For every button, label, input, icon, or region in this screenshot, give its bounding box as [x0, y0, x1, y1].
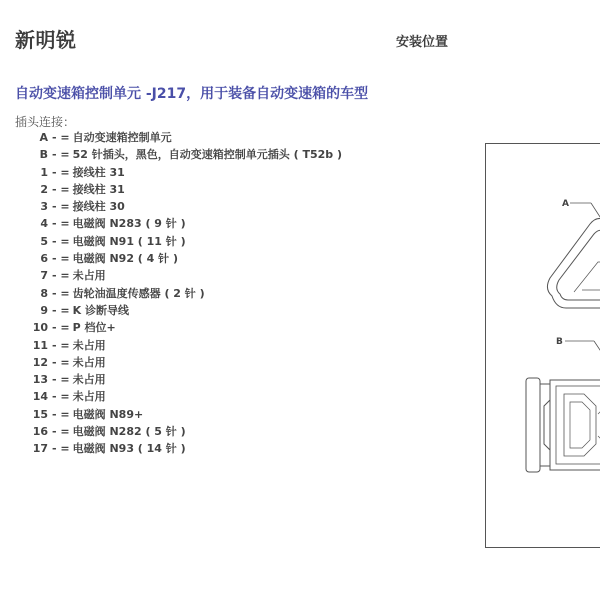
pin-separator: - =: [52, 303, 70, 317]
pin-code: 4: [40, 217, 48, 231]
pin-description: 电磁阀 N282 ( 5 针 ): [72, 425, 186, 439]
pin-code: B: [39, 148, 48, 162]
pin-row-8: [15, 285, 342, 302]
pin-code: 6: [40, 252, 48, 266]
pin-description: 未占用: [72, 373, 106, 387]
pin-row-13: [15, 371, 342, 388]
pin-code: 5: [40, 234, 48, 248]
pin-row-a: [15, 129, 342, 146]
connector-label: 插头连接：: [15, 115, 76, 129]
pin-code: 13: [32, 373, 48, 387]
installation-drawing: [486, 144, 600, 548]
pin-row-1: [15, 164, 342, 181]
callout-a-label: A: [562, 199, 569, 209]
pin-row-11: [15, 337, 342, 354]
pin-code: 7: [40, 269, 48, 283]
pin-description: 接线柱 31: [72, 182, 125, 196]
pin-separator: - =: [52, 200, 70, 214]
pin-description: 齿轮油温度传感器 ( 2 针 ): [72, 286, 205, 300]
pin-row-6: [15, 250, 342, 267]
pin-description: 未占用: [72, 338, 106, 352]
pin-description: 未占用: [72, 269, 106, 283]
pin-code: 3: [40, 200, 48, 214]
section-heading: 安装位置: [396, 35, 449, 50]
pin-separator: - =: [52, 373, 70, 387]
pin-description: 未占用: [72, 355, 106, 369]
pin-code: 8: [40, 286, 48, 300]
pin-description: 未占用: [72, 390, 106, 404]
pin-code: 17: [32, 442, 48, 456]
pin-row-12: [15, 354, 342, 371]
pin-separator: - =: [52, 425, 70, 439]
document-title: 自动变速箱控制单元 -J217，用于装备自动变速箱的车型: [15, 86, 369, 102]
pin-list: [15, 129, 342, 458]
pin-separator: - =: [52, 286, 70, 300]
pin-description: 电磁阀 N92 ( 4 针 ): [72, 252, 178, 266]
pin-separator: - =: [52, 269, 70, 283]
pin-description: 接线柱 31: [72, 165, 125, 179]
pin-separator: - =: [52, 234, 70, 248]
pin-code: A: [39, 131, 48, 144]
pin-description: 52 针插头，黑色，自动变速箱控制单元插头 ( T52b ): [72, 148, 342, 162]
callout-b-label: B: [556, 337, 563, 347]
pin-separator: - =: [52, 407, 70, 421]
pin-row-2: [15, 181, 342, 198]
pin-description: P 档位+: [72, 321, 116, 335]
pin-separator: - =: [52, 252, 70, 266]
pin-code: 2: [40, 182, 48, 196]
pin-description: 电磁阀 N283 ( 9 针 ): [72, 217, 186, 231]
installation-figure: [485, 143, 600, 548]
pin-separator: - =: [52, 442, 70, 456]
pin-row-16: [15, 423, 342, 440]
pin-row-5: [15, 233, 342, 250]
pin-row-9: [15, 302, 342, 319]
callout-a-leader-tail: [591, 203, 600, 220]
control-unit-shape: [547, 218, 600, 308]
pin-code: 12: [32, 355, 48, 369]
pin-code: 15: [32, 407, 48, 421]
pin-row-4: [15, 215, 342, 232]
pin-row-3: [15, 198, 342, 215]
pin-separator: - =: [52, 217, 70, 231]
pin-separator: - =: [52, 182, 70, 196]
pin-description: K 诊断导线: [72, 303, 129, 317]
pin-separator: - =: [52, 131, 70, 144]
pin-code: 11: [32, 338, 48, 352]
pin-separator: - =: [52, 355, 70, 369]
pin-description: 接线柱 30: [72, 200, 125, 214]
pin-row-10: [15, 319, 342, 336]
pin-separator: - =: [52, 390, 70, 404]
pin-description: 电磁阀 N91 ( 11 针 ): [72, 234, 186, 248]
callout-b-leader-tail: [594, 341, 600, 356]
pin-row-15: [15, 406, 342, 423]
page-title: 新明锐: [15, 28, 77, 52]
pin-code: 16: [32, 425, 48, 439]
pin-code: 14: [32, 390, 48, 404]
pin-description: 电磁阀 N89+: [72, 407, 144, 421]
pin-code: 10: [32, 321, 48, 335]
pin-row-b: [15, 146, 342, 163]
pin-separator: - =: [52, 148, 70, 162]
pin-separator: - =: [52, 338, 70, 352]
pin-separator: - =: [52, 165, 70, 179]
pin-code: 1: [40, 165, 48, 179]
pin-description: 电磁阀 N93 ( 14 针 ): [72, 442, 186, 456]
pin-description: 自动变速箱控制单元: [72, 131, 172, 144]
pin-separator: - =: [52, 321, 70, 335]
pin-row-14: [15, 388, 342, 405]
pin-row-17: [15, 440, 342, 457]
pin-code: 9: [40, 303, 48, 317]
connector-shape: [526, 378, 600, 472]
pin-row-7: [15, 267, 342, 284]
